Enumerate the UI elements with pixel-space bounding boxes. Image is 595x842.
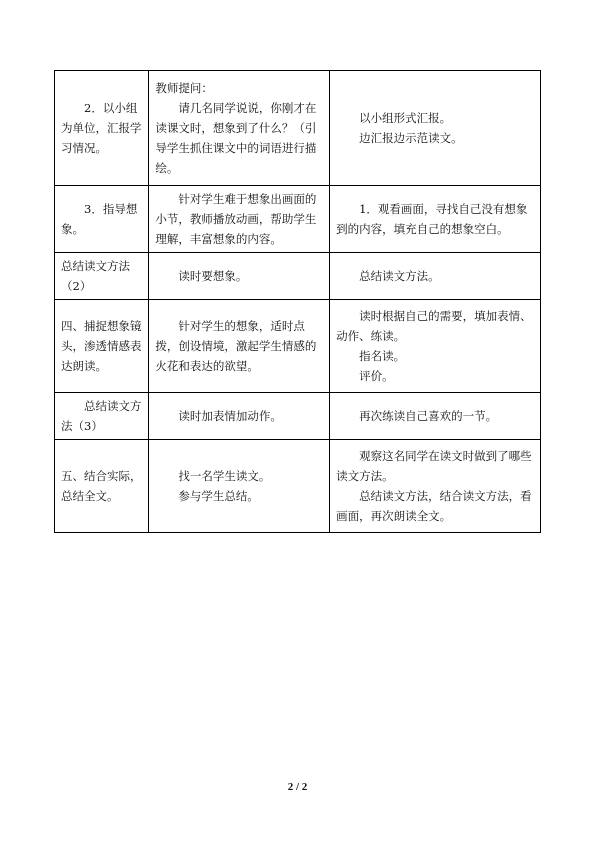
student-activity-cell [330,186,541,253]
teacher-text-line: 针对学生的想象，适时点拨，创设情境，激起学生情感的火花和表达的欲望。 [155,319,317,373]
step-cell [55,71,149,186]
step-cell [55,440,149,533]
teacher-activity-cell [149,300,330,393]
student-text-line: 评价。 [336,369,394,383]
teacher-activity-cell [149,253,330,300]
student-text-line: 观察这名同学在读文时做到了哪些读文方法。 [336,449,532,483]
student-text-line: 指名读。 [336,349,406,363]
table-row [55,393,541,440]
teacher-activity-cell [149,186,330,253]
student-text-line: 总结读文方法。 [336,269,440,283]
table-row [55,186,541,253]
table-row [55,440,541,533]
table-row [55,71,541,186]
teacher-text-line: 教师提问： [155,81,213,95]
teacher-text-line: 读时要想象。 [155,269,248,283]
student-activity-cell [330,71,541,186]
student-text-line: 以小组形式汇报。 [336,111,452,125]
student-text-line: 读时根据自己的需要，填加表情、动作、练读。 [336,309,532,343]
student-activity-cell [330,300,541,393]
teacher-activity-cell [149,393,330,440]
table-row [55,300,541,393]
teacher-text-line: 找一名学生读文。 [155,469,271,483]
student-text-line: 总结读文方法，结合读文方法，看画面，再次朗读全文。 [336,489,532,523]
student-text-line: 边汇报边示范读文。 [336,131,463,145]
student-activity-cell [330,440,541,533]
teacher-text-line: 读时加表情加动作。 [155,409,282,423]
teacher-activity-cell [149,71,330,186]
student-text-line: 再次练读自己喜欢的一节。 [336,409,498,423]
teacher-text-line: 参与学生总结。 [155,489,259,503]
step-text: 3．指导想象。 [61,202,138,236]
step-cell [55,393,149,440]
step-cell [55,300,149,393]
page-number: 2 / 2 [287,781,308,793]
teacher-text-line: 请几名同学说说，你刚才在读课文时，想象到了什么？（引导学生抓住课文中的词语进行描绘。 [155,101,317,175]
student-activity-cell [330,393,541,440]
step-cell [55,186,149,253]
teacher-text-line: 针对学生难于想象出画面的小节，教师播放动画，帮助学生理解，丰富想象的内容。 [155,192,317,246]
teacher-activity-cell [149,440,330,533]
step-text: 总结读文方法（2） [61,259,130,293]
table-row [55,253,541,300]
lesson-plan-table [54,70,541,533]
step-text: 总结读文方法（3） [61,399,142,433]
step-text: 四、捕捉想象镜头，渗透情感表达朗读。 [61,319,142,373]
step-text: 五、结合实际，总结全文。 [61,469,142,503]
student-text-line: 1．观看画面，寻找自己没有想象到的内容，填充自己的想象空白。 [336,202,528,236]
step-text: 2．以小组为单位，汇报学习情况。 [61,101,142,155]
step-cell [55,253,149,300]
student-activity-cell [330,253,541,300]
